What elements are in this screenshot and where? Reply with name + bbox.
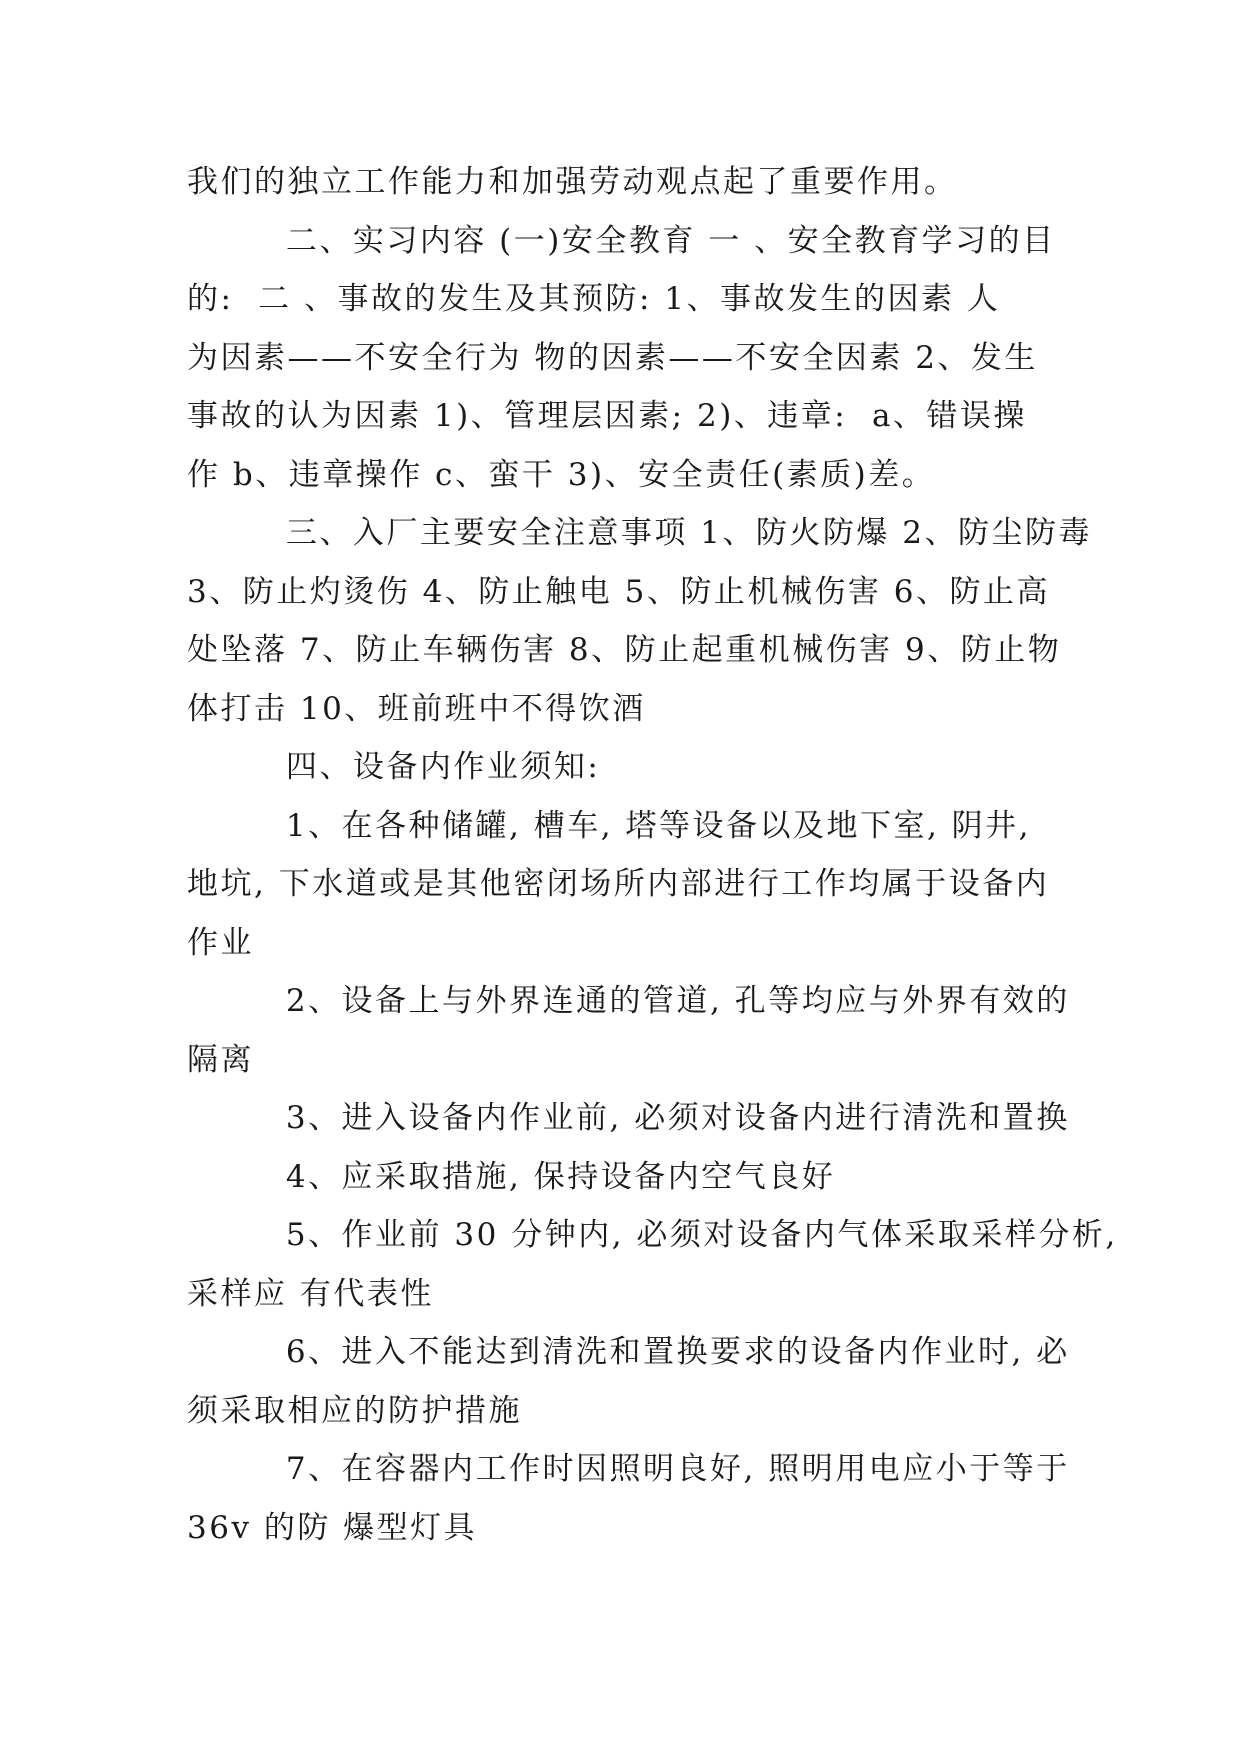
text-line: 3、防止灼烫伤 4、防止触电 5、防止机械伤害 6、防止高: [187, 573, 1050, 610]
text-line: 为因素——不安全行为 物的因素——不安全因素 2、发生: [187, 339, 1038, 376]
text-line: 采样应 有代表性: [187, 1275, 434, 1312]
text-line: 2、设备上与外界连通的管道, 孔等均应与外界有效的: [187, 983, 1070, 1019]
text-line: 5、作业前 30 分钟内, 必须对设备内气体采取采样分析,: [187, 1217, 1118, 1253]
text-line: 作 b、违章操作 c、蛮干 3)、安全责任(素质)差。: [187, 456, 936, 493]
text-line: 四、设备内作业须知:: [187, 749, 601, 785]
document-body: [187, 153, 1118, 1557]
text-line: 地坑, 下水道或是其他密闭场所内部进行工作均属于设备内: [187, 866, 1050, 902]
text-line: 二、实习内容 (一)安全教育 一 、安全教育学习的目: [187, 222, 1056, 259]
text-line: 7、在容器内工作时因照明良好, 照明用电应小于等于: [187, 1451, 1070, 1487]
text-line: 作业: [187, 924, 254, 961]
text-line: 体打击 10、班前班中不得饮酒: [187, 690, 646, 727]
text-line: 36v 的防 爆型灯具: [187, 1509, 478, 1546]
text-line: 3、进入设备内作业前, 必须对设备内进行清洗和置换: [187, 1100, 1070, 1136]
text-line: 的: 二 、事故的发生及其预防: 1、事故发生的因素 人: [187, 281, 1001, 317]
text-line: 1、在各种储罐, 槽车, 塔等设备以及地下室, 阴井,: [187, 807, 1032, 844]
text-line: 隔离: [187, 1041, 254, 1078]
text-line: 我们的独立工作能力和加强劳动观点起了重要作用。: [187, 164, 958, 200]
text-line: 6、进入不能达到清洗和置换要求的设备内作业时, 必: [187, 1334, 1070, 1370]
text-line: 三、入厂主要安全注意事项 1、防火防爆 2、防尘防毒: [187, 515, 1092, 551]
text-line: 事故的认为因素 1)、管理层因素; 2)、违章: a、错误操: [187, 398, 1027, 434]
text-line: 处坠落 7、防止车辆伤害 8、防止起重机械伤害 9、防止物: [187, 632, 1062, 668]
text-line: 4、应采取措施, 保持设备内空气良好: [187, 1158, 836, 1195]
text-line: 须采取相应的防护措施: [187, 1392, 522, 1429]
